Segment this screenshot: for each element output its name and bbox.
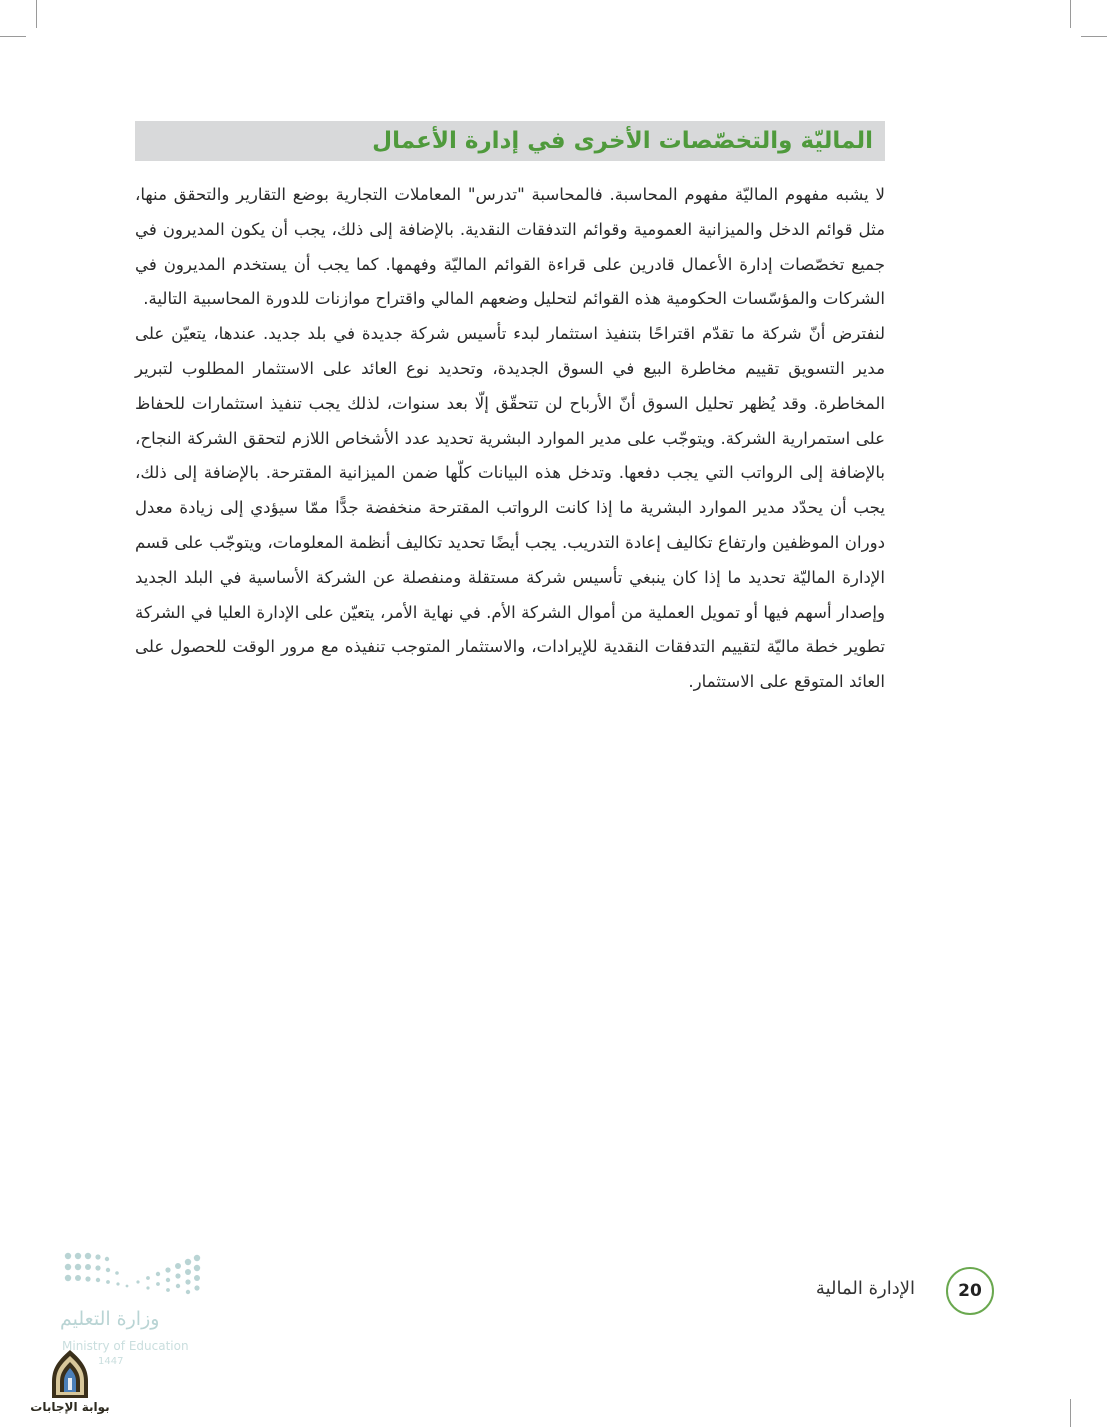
crop-mark-right-top [1081, 36, 1107, 37]
paragraph-2: لنفترض أنّ شركة ما تقدّم اقتراحًا بتنفيذ استثمار لبدء تأسيس شركة جديدة في بلد جديد. عندها، يتعيّن على مدير التسويق تقييم مخاطرة البيع في السوق الجديدة، وتحديد نوع العائد على الاستثمار المطلوب لتبرير المخاطرة. وقد يُظهر تحليل السوق أنّ الأرباح لن تتحقّق إلّا بعد سنوات، لذلك يجب تنفيذ استثمارات للحفاظ على استمرارية الشركة. ويتوجّب على مدير الموارد البشرية تحديد عدد الأشخاص اللازم لتحقق الشركة النجاح، بالإضافة إلى الرواتب التي يجب دفعها. وتدخل هذه البيانات كلّها ضمن الميزانية المقترحة. بالإضافة إلى ذلك، يجب أن يحدّد مدير الموارد البشرية ما إذا كانت الرواتب المقترحة منخفضة جدًّا ممّا سيؤدي إلى زيادة معدل دوران الموظفين وارتفاع تكاليف إعادة التدريب. يجب أيضًا تحديد تكاليف أنظمة المعلومات، ويتوجّب على قسم الإدارة الماليّة تحديد ما إذا كان ينبغي تأسيس شركة مستقلة ومنفصلة عن الشركة الأساسية في البلد الجديد وإصدار أسهم فيها أو تمويل العملية من أموال الشركة الأم. في نهاية الأمر، يتعيّن على الإدارة العليا في الشركة تطوير خطة ماليّة لتقييم التدفقات النقدية للإيرادات، والاستثمار المتوجب تنفيذه مع مرور الوقت للحصول على العائد المتوقع على الاستثمار. [135, 324, 885, 692]
answers-portal-logo [28, 1348, 112, 1420]
crop-mark-top-left [36, 0, 37, 28]
ministry-year: 1447 [98, 1356, 124, 1367]
crop-mark-top-right [1070, 0, 1071, 28]
footer-section-label: الإدارة المالية [815, 1278, 915, 1299]
crop-mark-left-top [0, 36, 26, 37]
ministry-dots-icon [62, 1250, 202, 1300]
ministry-name-arabic: وزارة التعليم [60, 1308, 160, 1330]
crop-mark-bottom-right [1070, 1399, 1071, 1427]
ministry-name-english: Ministry of Education [62, 1339, 189, 1353]
portal-label: بوابة الإجابات [30, 1400, 110, 1414]
section-heading-bar [135, 121, 885, 161]
mosque-dome-icon [46, 1348, 94, 1400]
section-heading: الماليّة والتخصّصات الأخرى في إدارة الأعمال [372, 128, 873, 154]
body-text [135, 178, 885, 700]
page-number: 20 [946, 1267, 994, 1315]
paragraph-1: لا يشبه مفهوم الماليّة مفهوم المحاسبة. فالمحاسبة "تدرس" المعاملات التجارية بوضع التقارير والتحقق منها، مثل قوائم الدخل والميزانية العمومية وقوائم التدفقات النقدية. بالإضافة إلى ذلك، يجب أن يكون المديرون في جميع تخصّصات إدارة الأعمال قادرين على قراءة القوائم الماليّة وفهمها. كما يجب أن يستخدم المديرون في الشركات والمؤسّسات الحكومية هذه القوائم لتحليل وضعهم المالي واقتراح موازنات للدورة المحاسبية التالية. [135, 185, 885, 309]
